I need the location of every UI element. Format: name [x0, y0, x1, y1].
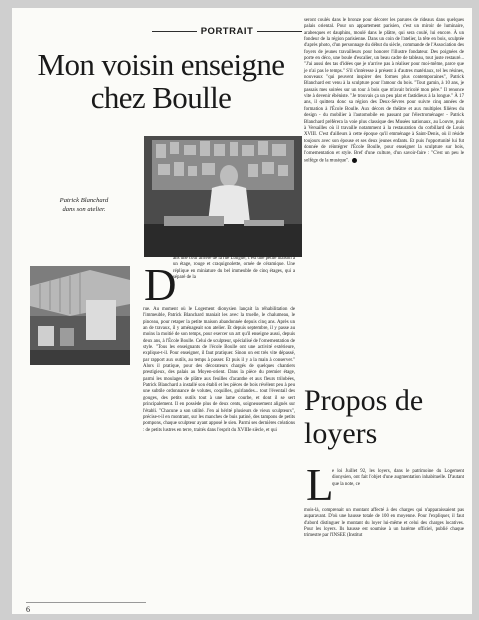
magazine-page	[12, 8, 472, 614]
workshop-house-photo	[30, 266, 130, 365]
sculptor-photo	[144, 136, 302, 257]
caption-where: dans son atelier.	[62, 206, 106, 213]
workshop-house-drawing	[30, 266, 130, 365]
rent-article-intro: e loi Juillet 92, les loyers, dans le patrimoine du Logement dionysien, ont fait l'objet d'une augmentation inhabituelle. D'autant que la note, ce	[332, 469, 464, 487]
article-body-col1: rue. Au moment où le Logement dionysien lançait la réhabilitation de l'immeuble, Patrick Blanchard maniait les avec la truelle, le chalumeau, le pinceau, pour retaper la petite maison abandonnée depuis cinq ans. Après un an de travaux, il y aménageait son atelier. Et depuis septembre, il y passe au moins la moitié de son temps, pour exercer un art qu'il enseigne aussi, depuis deux ans, à l'École Boulle. Celui de sculpteur, spécialisé de l'ornementation de style. "Tous les enseignants de l'école Boulle ont une activité extérieure, explique-t-il. Pour enseigner, il faut pratiquer. Sinon on est très vite dépassé, par rapport aux outils, au temps à passer. Et puis il y a la main à conserver." Alors il pratique, pour des décorateurs chargés de quelques chantiers prestigieux, des palais au Moyen-orient. Dans la pièce du premier étage, parmi les moulages de plâtre aux feuilles d'acanthe et aux fleurs trilobées, Patrick Blanchard a installé son établi et les pièces de bois révèlent peu à peu une subtile ordonnance de volutes, coquilles, guirlandes... tout l'éventail des gouges, des petits outils tout à une lame courbe, et dont il se sert principalement. Il en possède plus de deux cents, soigneusement alignés sur l'établi. "Chacune a son utilité. J'en ai hérité plusieurs de vieux sculpteurs", précise-t-il en montrant, sur les manches de buis patiné, des tampons de petits pompons, chaque sculpteur ayant apposé le sien. Parmi ses dernières créations : de petits lustres en terre, traités dans l'esprit du XVIIIe siècle, et qui	[143, 307, 295, 433]
sculptor-photo-drawing	[144, 136, 302, 257]
dropcap-l: L	[306, 460, 334, 510]
section-rubric	[152, 26, 302, 36]
dropcap-d: D	[144, 260, 177, 310]
page-number: 6	[26, 602, 146, 614]
rubric-label: PORTRAIT	[200, 25, 254, 37]
article-body-col3	[304, 18, 464, 165]
article-intro: ans une cour arrière de la rue Longué, c'est une petite maison à un étage, rouge et craquignolette, ornée de céramique. Une réplique en miniature du bel immeuble de cinq étages, qui a séparé de la	[173, 256, 295, 281]
rent-article-body: mois-là, comprenait un montant affecté à des charges qui n'apparaissaient pas auparavant. D'où une hausse totale de 100 en moyenne. Pour l'expliquer, il faut d'abord distinguer le montant du loyer lui-même et celui des charges locatives. Pour les loyers. Ils hausse est soumise à un barème officiel, publié chaque trimestre par l'INSEE (Institut	[304, 508, 464, 539]
article-headline: Mon voisin enseigne chez Boulle	[37, 47, 285, 115]
rubric-rule-left	[152, 31, 197, 32]
end-of-article-bullet	[352, 158, 357, 163]
photo-caption	[28, 196, 140, 214]
caption-name: Patrick Blanchard	[59, 197, 109, 204]
rubric-rule-right	[257, 31, 302, 32]
article-col3-text: seront coulés dans le bronze pour décorer les parures de rideaux dans quelques palais oriental. Pour un appartement parisien, c'est un miroir de luminaire, arabesques et dauphins, moulé dans le plâtre, qui sera coulé, lui encore. À un fondeur de la région parisienne. Dans un coin de l'atelier, la tête en bois, sculptée d'après photo, d'un personnage du début du siècle, commande de l'Association des foyers de jeunes travailleurs pour honorer l'illustre fondateur. Des poignées de porte en déco, une boule d'escalier, un beau cadre de tableau, tout juste restauré... "J'ai aussi des tas d'idées que je n'arrive pas à réaliser pour moi-même, parce que je n'ai pas le temps." S'il s'intéresse à présent à d'autres matériaux, tel les résines, nouveaux "qui peuvent inspirer des formes plus contemporaines", Patrick Blanchard est venu à la sculpture pour l'amour du bois. "Tout gamin, à 10 ans, je passais mes soirées sur un tour à bois que m'avait bricolé mon père." Il renonce vite à devenir ébéniste. "Je trouvais ça un peu plat et fastidieux à la longue." À 17 ans, il quittera donc sa région des Deux-Sèvres pour suivre cinq années de formation à l'École Boulle. Aux décors de théâtre et aux multiples filières du design - du mobilier à l'automobile en passant par l'électroménager - Patrick Blanchard préférera la voie plus classique des Musées nationaux, au Louvre, puis à Versailles où il travaille notamment à la restauration du corbillard de Louis XVIII. C'est d'ailleurs à cette époque qu'il emménage à Saint-Denis, où il réside toujours avec son épouse et ses deux jeunes enfants. Et puis l'opportunité lui fut donnée de réintégrer l'École Boulle, pour enseigner la sculpture sur bois, l'ornementation et style. Bref d'une culture, d'un savoir-faire : "C'est un peu le solfège de la musique".	[304, 18, 464, 164]
sidebar-headline: Propos de loyers	[304, 384, 424, 450]
